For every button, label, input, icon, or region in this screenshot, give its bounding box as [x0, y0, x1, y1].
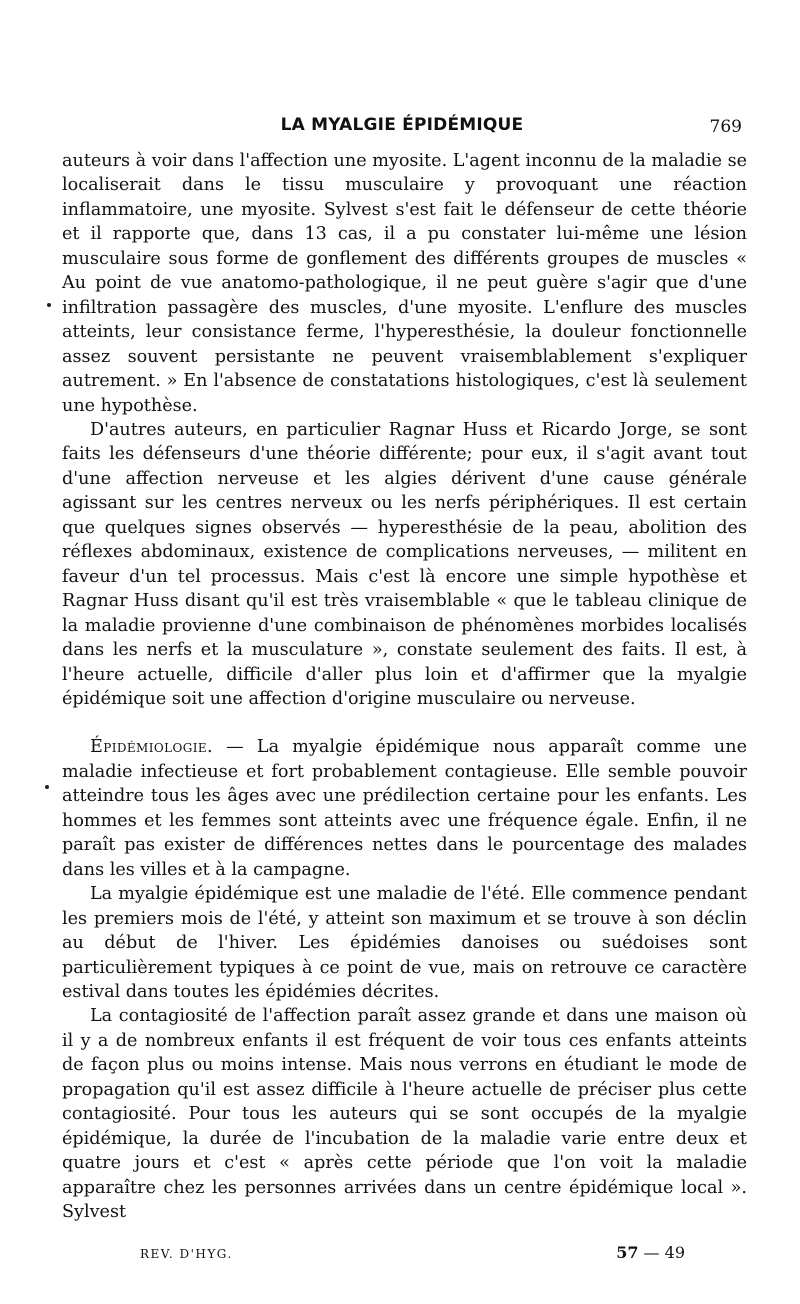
paragraph-contagiosity: La contagiosité de l'affection paraît assez grande et dans une maison où il y a de nombreux enfants il est fréquent de voir tous ces enfants atteints de façon plus ou moins intense. Mais nous verrons en étudiant le mode de propagation qu'il est assez difficile à l'heure actuelle de préciser plus cette contagiosité. Pour tous les auteurs qui se sont occupés de la myalgie épidémique, la durée de l'incubation de la maladie varie entre deux et quatre jours et c'est « après cette période que l'on voit la maladie apparaître chez les personnes arrivées dans un centre épidémique local ». Sylvest	[62, 1006, 747, 1223]
paragraph-theories: D'autres auteurs, en particulier Ragnar Huss et Ricardo Jorge, se sont faits les défenseurs d'une théorie différente; pour eux, il s'agit avant tout d'une affection nerveuse et les algies dérivent d'une cause générale agissant sur les centres nerveux ou les nerfs périphériques. Il est certain que quelques signes observés — hyperesthésie de la peau, abolition des réflexes abdominaux, existence de complications nerveuses, — militent en faveur d'un tel processus. Mais c'est là encore une simple hypothèse et Ragnar Huss disant qu'il est très vraisemblable « que le tableau clinique de la maladie provienne d'une combinaison de phénomènes morbides localisés dans les nerfs et la musculature », constate seulement des faits. Il est, à l'heure actuelle, difficile d'aller plus loin et d'affirmer que la myalgie épidémique soit une affection d'origine musculaire ou nerveuse.	[62, 419, 747, 709]
stray-ink-mark	[45, 785, 49, 789]
stray-ink-mark	[47, 303, 51, 307]
paragraph-seasonality: La myalgie épidémique est une maladie de l'été. Elle commence pendant les premiers mois de l'été, y atteint son maximum et se trouve à son déclin au début de l'hiver. Les épidémies danoises ou suédoises sont particulièrement typiques à ce point de vue, mais on retrouve ce caractère estival dans toutes les épidémies décrites.	[62, 884, 747, 1002]
signature-page: 49	[664, 1243, 685, 1262]
signature-separator: —	[643, 1243, 660, 1262]
section-lead-text: — La myalgie épidémique nous apparaît comme une maladie infectieuse et fort probablement contagieuse. Elle semble pouvoir atteindre tous les âges avec une prédilection certaine pour les enfants. Les hommes et les femmes sont atteints avec une fréquence égale. Enfin, il ne paraît pas exister de différences nettes dans le pourcentage des malades dans les villes et à la campagne.	[62, 737, 747, 880]
running-title: LA MYALGIE ÉPIDÉMIQUE	[280, 115, 524, 135]
journal-abbreviation: REV. D'HYG.	[140, 1247, 233, 1261]
section-heading: Épidémiologie.	[90, 737, 213, 758]
signature-number: 57	[616, 1243, 639, 1262]
section-spacer	[62, 711, 747, 735]
running-header	[62, 115, 742, 141]
body-text	[62, 149, 747, 1224]
signature-mark	[616, 1243, 685, 1262]
paragraph-epidemiology	[62, 735, 747, 882]
page-footer	[140, 1243, 685, 1267]
paragraph-continued: auteurs à voir dans l'affection une myosite. L'agent inconnu de la maladie se localiserait dans le tissu musculaire y provoquant une réaction inflammatoire, une myosite. Sylvest s'est fait le défenseur de cette théorie et il rapporte que, dans 13 cas, il a pu constater lui-même une lésion musculaire sous forme de gonflement des différents groupes de muscles « Au point de vue anatomo-pathologique, il ne peut guère s'agir que d'une infiltration passagère des muscles, d'une myosite. L'enflure des muscles atteints, leur consistance ferme, l'hyperesthésie, la douleur fonctionnelle assez souvent persistante ne peuvent vraisemblablement s'expliquer autrement. » En l'absence de constatations histologiques, c'est là seulement une hypothèse.	[62, 151, 748, 416]
page-number: 769	[709, 117, 742, 137]
